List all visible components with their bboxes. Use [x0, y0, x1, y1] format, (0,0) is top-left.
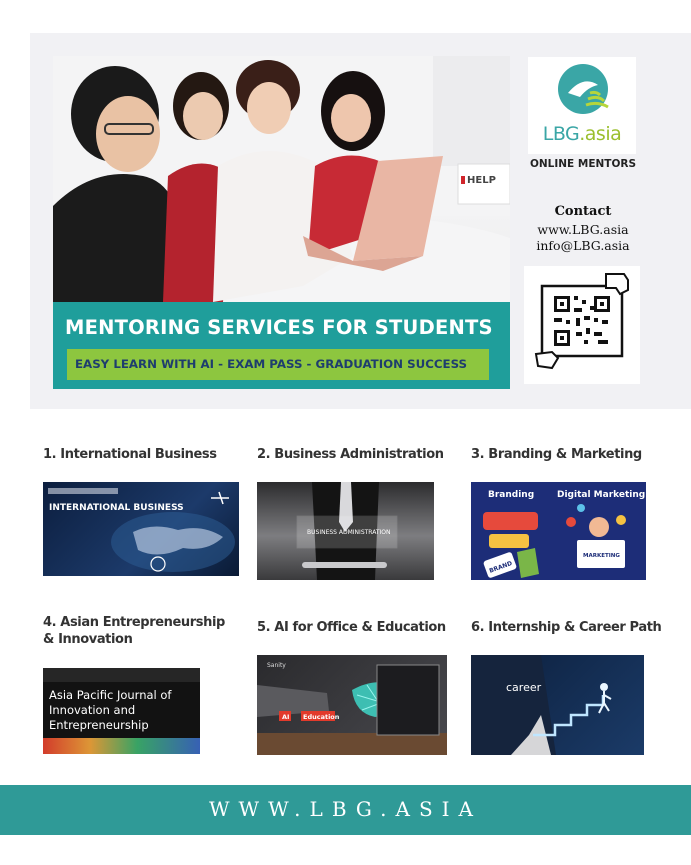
hero-banner — [53, 302, 510, 389]
category-title-3[interactable]: 3. Branding & Marketing — [471, 447, 642, 462]
logo-main: LBG — [542, 123, 580, 145]
lbg-logo — [528, 57, 636, 154]
thumb-5-brand: Sanity — [267, 662, 286, 669]
category-title-1[interactable]: 1. International Business — [43, 447, 217, 462]
thumb-5-tag-a: AI — [282, 713, 290, 721]
logo-dot: .asia — [579, 123, 622, 145]
footer-website[interactable]: WWW.LBG.ASIA — [209, 797, 482, 821]
thumb-3-right: Digital Marketing — [557, 490, 646, 500]
qr-code-card[interactable] — [524, 266, 640, 384]
thumb-3-left: Branding — [488, 490, 535, 500]
banner-title: MENTORING SERVICES FOR STUDENTS — [65, 316, 493, 339]
thumb-2-heading: BUSINESS ADMINISTRATION — [307, 529, 391, 536]
hero-photo — [53, 56, 510, 302]
thumb-branding-marketing[interactable] — [471, 482, 646, 580]
thumb-ai-office-education[interactable] — [257, 655, 447, 755]
thumb-1-heading: INTERNATIONAL BUSINESS — [49, 503, 184, 513]
banner-subtitle: EASY LEARN WITH AI - EXAM PASS - GRADUATION SUCCESS — [67, 349, 489, 380]
category-title-6[interactable]: 6. Internship & Career Path — [471, 620, 662, 635]
contact-website[interactable]: www.LBG.asia — [537, 222, 629, 237]
thumb-business-administration[interactable] — [257, 482, 434, 580]
category-title-5[interactable]: 5. AI for Office & Education — [257, 620, 446, 635]
contact-block — [520, 204, 646, 254]
thumb-international-business[interactable] — [43, 482, 239, 576]
thumb-6-word: career — [506, 681, 542, 694]
thumb-5-tag-b: Education — [303, 713, 340, 721]
lbg-logo-icon — [528, 57, 636, 123]
thumb-3-laptop: MARKETING — [583, 553, 620, 559]
thumb-asian-entrepreneurship[interactable] — [43, 668, 200, 754]
tagline: ONLINE MENTORS — [529, 158, 637, 170]
help-sign: HELP — [467, 175, 496, 186]
footer-bar — [0, 785, 691, 835]
contact-email[interactable]: info@LBG.asia — [536, 238, 630, 253]
category-title-4[interactable]: 4. Asian Entrepreneurship & Innovation — [43, 615, 225, 647]
contact-title: Contact — [554, 204, 612, 219]
category-title-2[interactable]: 2. Business Administration — [257, 447, 444, 462]
thumb-internship-career[interactable] — [471, 655, 644, 755]
logo-wordmark — [528, 123, 636, 145]
qr-code-icon — [524, 266, 640, 384]
thumb-3-tag: BRAND — [488, 560, 514, 575]
thumb-4-journal: Asia Pacific Journal of Innovation and Entrepreneurship — [49, 688, 172, 732]
